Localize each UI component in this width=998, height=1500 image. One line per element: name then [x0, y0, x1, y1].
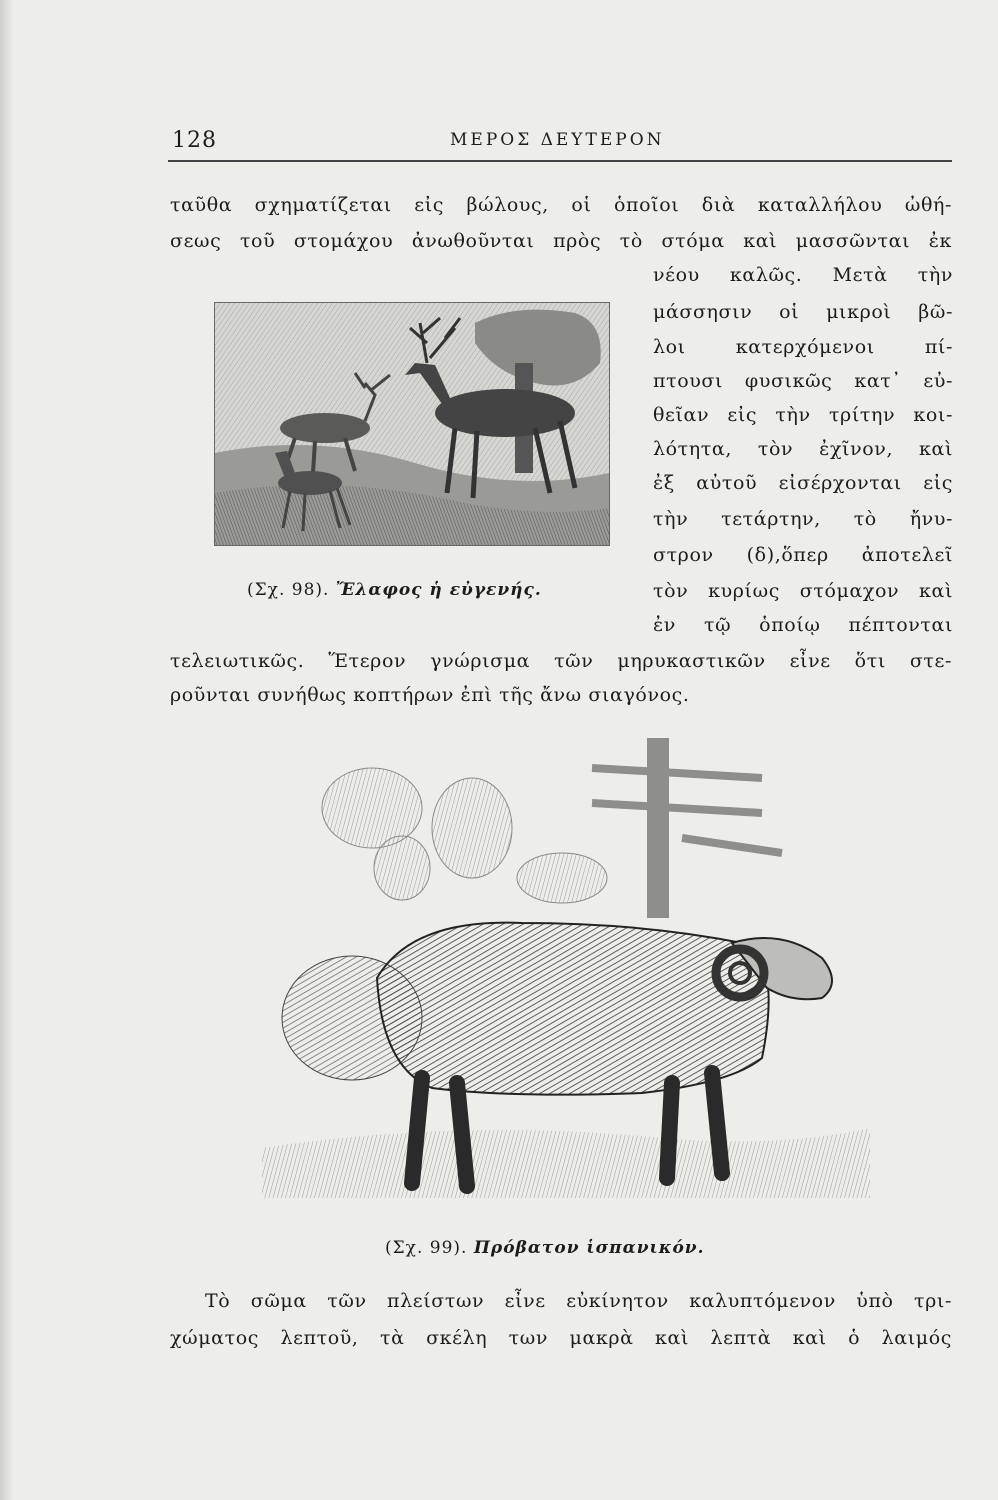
text-line: ταῦθα σχηματίζεται εἰς βώλους, οἱ ὁποῖοι διὰ καταλλήλου ὠθή-	[170, 194, 952, 216]
text-line: ροῦνται συνήθως κοπτήρων ἐπὶ τῆς ἄνω σιαγόνος.	[170, 684, 690, 706]
figure-99-title: Πρόβατον ἱσπανικόν.	[473, 1238, 705, 1258]
page-header	[170, 120, 950, 160]
header-rule	[168, 160, 952, 162]
text-line: Τὸ σῶμα τῶν πλείστων εἶνε εὐκίνητον καλυπτόμενον ὑπὸ τρι-	[205, 1290, 952, 1312]
text-line: ἐξ αὐτοῦ εἰσέρχονται εἰς	[653, 472, 953, 494]
text-line: μάσσησιν οἱ μικροὶ βῶ-	[653, 301, 953, 323]
text-line: νέου καλῶς. Μετὰ τὴν	[653, 264, 953, 286]
figure-98-caption	[247, 580, 542, 600]
text-line: λότητα, τὸν ἐχῖνον, καὶ	[653, 438, 953, 460]
figure-98-label: (Σχ. 98).	[247, 580, 330, 600]
page-number: 128	[172, 128, 217, 153]
sheep-illustration	[262, 728, 870, 1198]
text-line: τὸν κυρίως στόμαχον καὶ	[653, 580, 953, 602]
text-line: ἐν τῷ ὁποίῳ πέπτονται	[653, 614, 953, 636]
running-head: ΜΕΡΟΣ ΔΕΥΤΕΡΟΝ	[450, 130, 665, 150]
text-line: λοι κατερχόμενοι πί-	[653, 336, 953, 358]
text-line: τὴν τετάρτην, τὸ ἤνυ-	[653, 508, 953, 530]
text-line: στρον (δ),ὅπερ ἀποτελεῖ	[653, 544, 953, 566]
text-line: χώματος λεπτοῦ, τὰ σκέλη των μακρὰ καὶ λεπτὰ καὶ ὁ λαιμός	[170, 1327, 952, 1349]
figure-98-title: Ἔλαφος ἡ εὐγενής.	[335, 580, 542, 600]
text-line: πτουσι φυσικῶς κατ᾽ εὐ-	[653, 370, 953, 392]
text-line: θεῖαν εἰς τὴν τρίτην κοι-	[653, 404, 953, 426]
deer-illustration	[214, 302, 610, 546]
figure-99-label: (Σχ. 99).	[385, 1238, 468, 1258]
text-line: σεως τοῦ στομάχου ἀνωθοῦνται πρὸς τὸ στόμα καὶ μασσῶνται ἐκ	[170, 230, 952, 252]
figure-99-caption	[385, 1238, 705, 1258]
page-binding-edge	[0, 0, 14, 1500]
text-line: τελειωτικῶς. Ἕτερον γνώρισμα τῶν μηρυκαστικῶν εἶνε ὅτι στε-	[170, 650, 952, 672]
